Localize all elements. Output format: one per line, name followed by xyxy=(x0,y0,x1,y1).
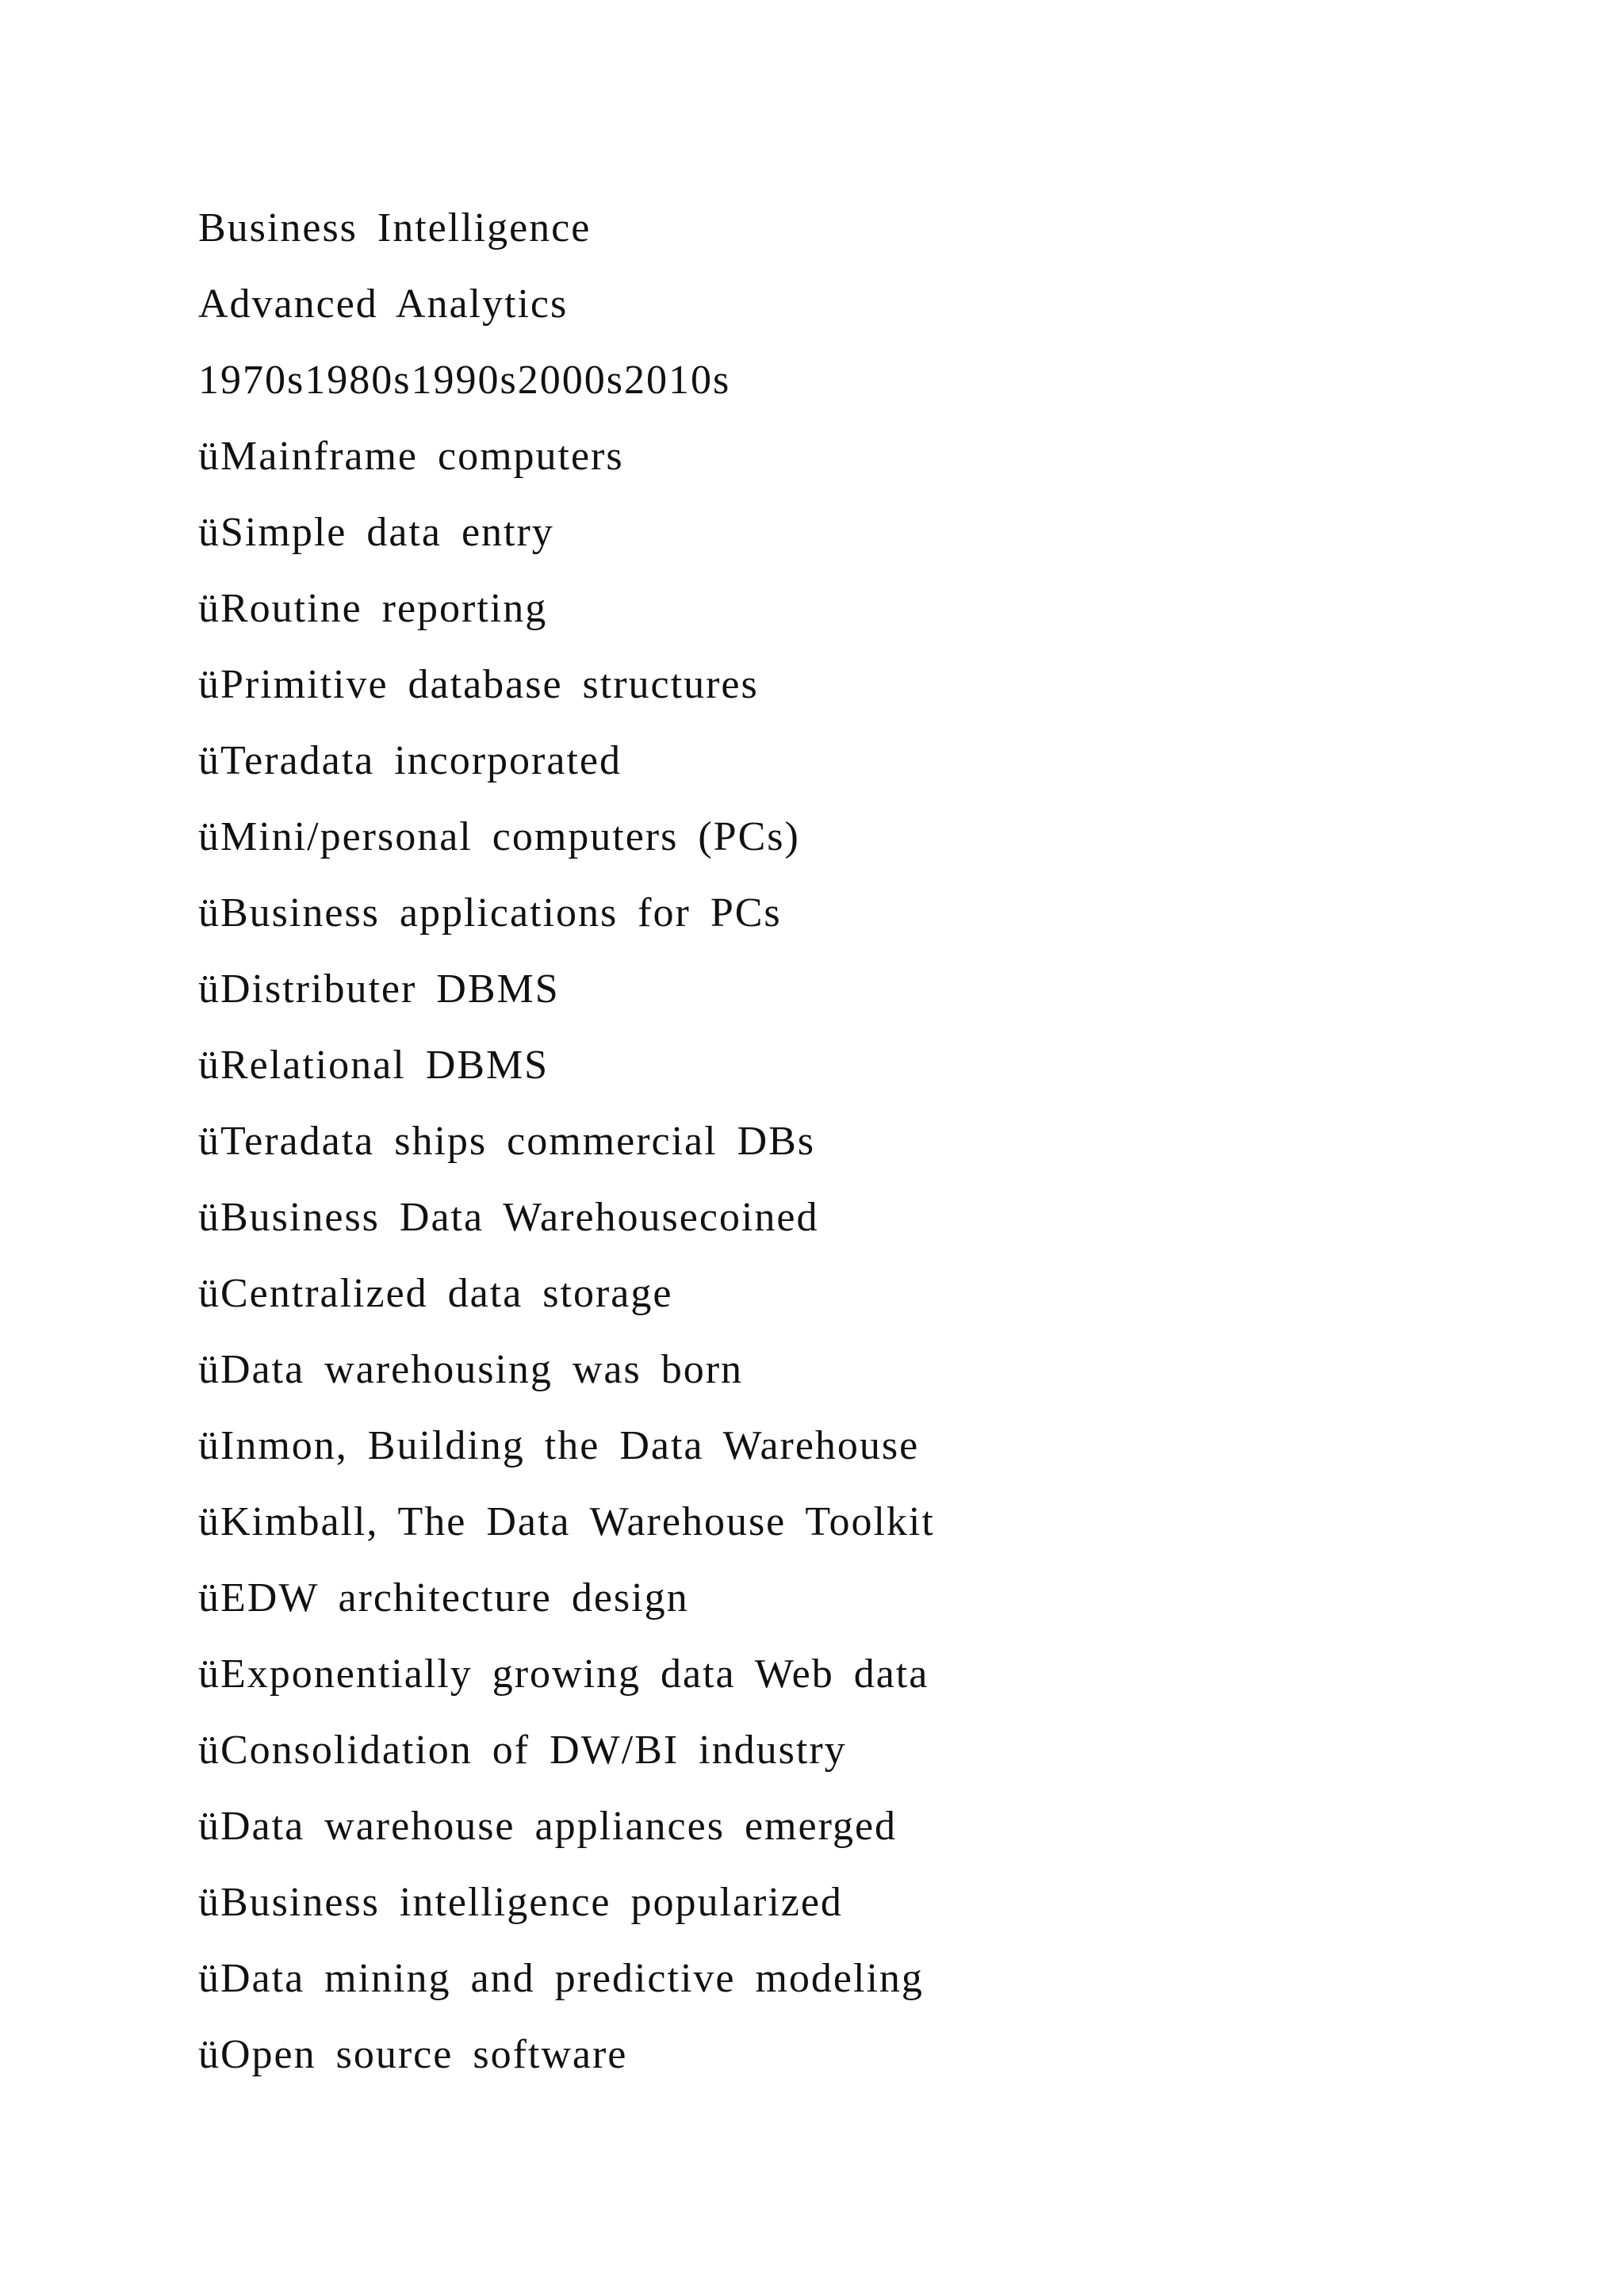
text-line: üMini/personal computers (PCs) xyxy=(198,814,800,859)
text-line: üTeradata ships commercial DBs xyxy=(198,1119,816,1164)
text-line: üOpen source software xyxy=(198,2032,628,2077)
text-line: üData warehouse appliances emerged xyxy=(198,1804,898,1849)
text-line: üKimball, The Data Warehouse Toolkit xyxy=(198,1499,935,1544)
text-line: üData mining and predictive modeling xyxy=(198,1956,924,2001)
text-line: üConsolidation of DW/BI industry xyxy=(198,1728,847,1773)
heading-advanced-analytics: Advanced Analytics xyxy=(198,281,569,327)
text-line: üData warehousing was born xyxy=(198,1347,744,1392)
text-line: üBusiness intelligence popularized xyxy=(198,1880,843,1925)
decades-line: 1970s1980s1990s2000s2010s xyxy=(198,358,731,403)
text-line: üBusiness applications for PCs xyxy=(198,890,782,936)
text-line: üMainframe computers xyxy=(198,434,624,479)
text-line: üEDW architecture design xyxy=(198,1575,689,1621)
text-line: üExponentially growing data Web data xyxy=(198,1651,929,1697)
heading-business-intelligence: Business Intelligence xyxy=(198,205,592,251)
text-line: üBusiness Data Warehousecoined xyxy=(198,1195,819,1240)
text-line: üTeradata incorporated xyxy=(198,738,622,783)
text-lines xyxy=(198,190,935,2093)
text-line: üDistributer DBMS xyxy=(198,966,560,1012)
text-line: üSimple data entry xyxy=(198,510,554,555)
text-line: üPrimitive database structures xyxy=(198,662,759,707)
text-line: üInmon, Building the Data Warehouse xyxy=(198,1423,920,1468)
text-line: üCentralized data storage xyxy=(198,1271,673,1316)
text-line: üRoutine reporting xyxy=(198,586,548,631)
text-line: üRelational DBMS xyxy=(198,1043,550,1088)
